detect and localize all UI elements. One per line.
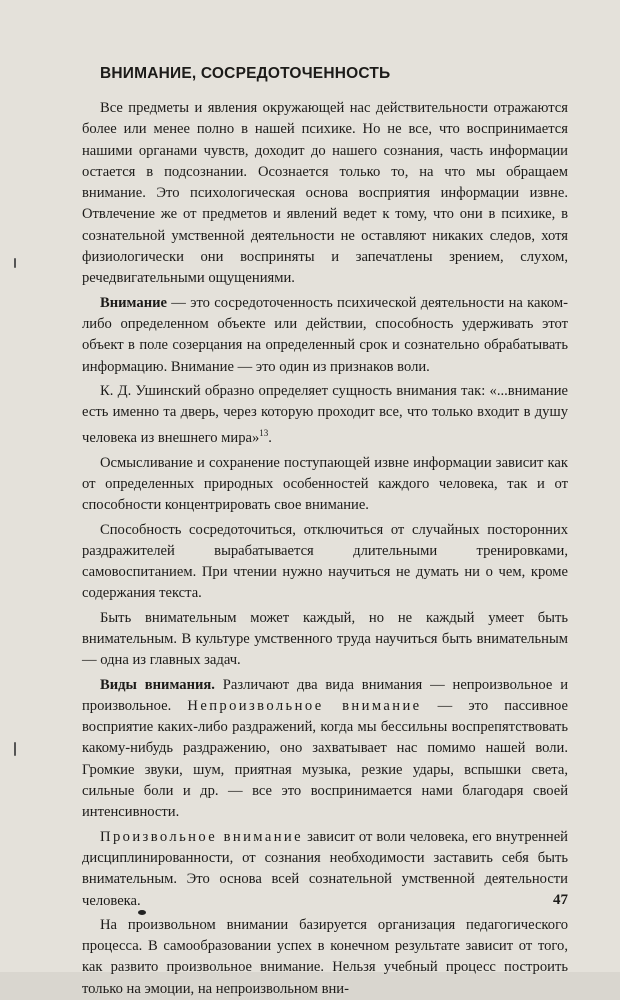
footnote-ref: 13 bbox=[259, 428, 269, 439]
paragraph: Быть внимательным может каждый, но не каждый умеет быть внимательным. В культуре умственного труда научиться быть внимательным — одна из главных задач. bbox=[82, 609, 568, 669]
paragraph: На произвольном внимании базируется организация педагогического процесса. В самообразовании успех в конечном результате зависит от того, как развито произвольное внимание. Нельзя учебный процесс построить только на эмоции, на непроизвольном вни- bbox=[82, 916, 568, 997]
paragraph-text: Различают два вида внимания — непроизвольное и произвольное. bbox=[82, 676, 569, 714]
paragraph-text: К. Д. Ушинский образно определяет сущность внимания так: «...внимание есть именно та дверь, через которую проходит все, что только входит в душу человека из внешнего мира» bbox=[82, 382, 568, 447]
margin-mark bbox=[14, 742, 16, 756]
paragraph bbox=[82, 381, 568, 450]
term-involuntary-attention: Непроизвольное внимание bbox=[187, 697, 422, 714]
paragraph bbox=[82, 675, 568, 824]
paragraph: Осмысливание и сохранение поступающей извне информации зависит как от определенных природных особенностей каждого человека, так и от способности концентрировать свое внимание. bbox=[82, 454, 568, 514]
margin-mark bbox=[14, 258, 16, 268]
section-heading: ВНИМАНИЕ, СОСРЕДОТОЧЕННОСТЬ bbox=[100, 65, 391, 82]
ink-blot bbox=[138, 910, 146, 915]
term-types-of-attention: Виды внимания. bbox=[100, 676, 215, 693]
paragraph: Способность сосредоточиться, отключиться от случайных посторонних раздражителей вырабатывается длительными тренировками, самовоспитанием. При чтении нужно научиться не думать ни о чем, кроме содержания текста. bbox=[82, 521, 568, 602]
term-voluntary-attention: Произвольное внимание bbox=[100, 828, 304, 845]
paragraph-text: — это пассивное восприятие каких-либо раздражений, когда мы бессильны воспрепятствовать какому-нибудь раздражению, оно захватывает нас помимо нашей воли. Громкие звуки, шум, приятная музыка, резкие удары, вспышки света, сильные боли и др. — все это воспринимается нами благодаря своей интенсивности. bbox=[82, 697, 568, 821]
paragraph: Все предметы и явления окружающей нас действительности отражаются более или менее полно в нашей психике. Но не все, что воспринимается нашими органами чувств, доходит до нашего сознания, часть информации остается в подсознании. Осознается только то, на что мы обращаем внимание. Это психологическая основа восприятия информации извне. Отвлечение же от предметов и явлений ведет к тому, что они в психике, в сознательной умственной деятельности не оставляют никаких следов, хотя физиологически они восприняты и запечатлены зрением, слухом, речедвигательными ощущениями. bbox=[82, 100, 568, 287]
punctuation: . bbox=[268, 430, 272, 447]
paragraph-text: зависит от воли человека, его внутренней дисциплинированности, от сознания необходимости заставить себя быть внимательным. Это основа всей сознательной умственной деятельности человека. bbox=[82, 828, 568, 909]
page-number: 47 bbox=[553, 892, 568, 908]
paragraph bbox=[82, 827, 568, 912]
term-attention: Внимание bbox=[100, 294, 167, 311]
paragraph bbox=[82, 293, 568, 378]
paragraph-text: — это сосредоточенность психической деятельности на каком-либо определенном объекте или действии, способность удерживать этот объект в поле созерцания на определенный срок и сознательно обрабатывать информацию. Внимание — это один из признаков воли. bbox=[82, 294, 568, 375]
